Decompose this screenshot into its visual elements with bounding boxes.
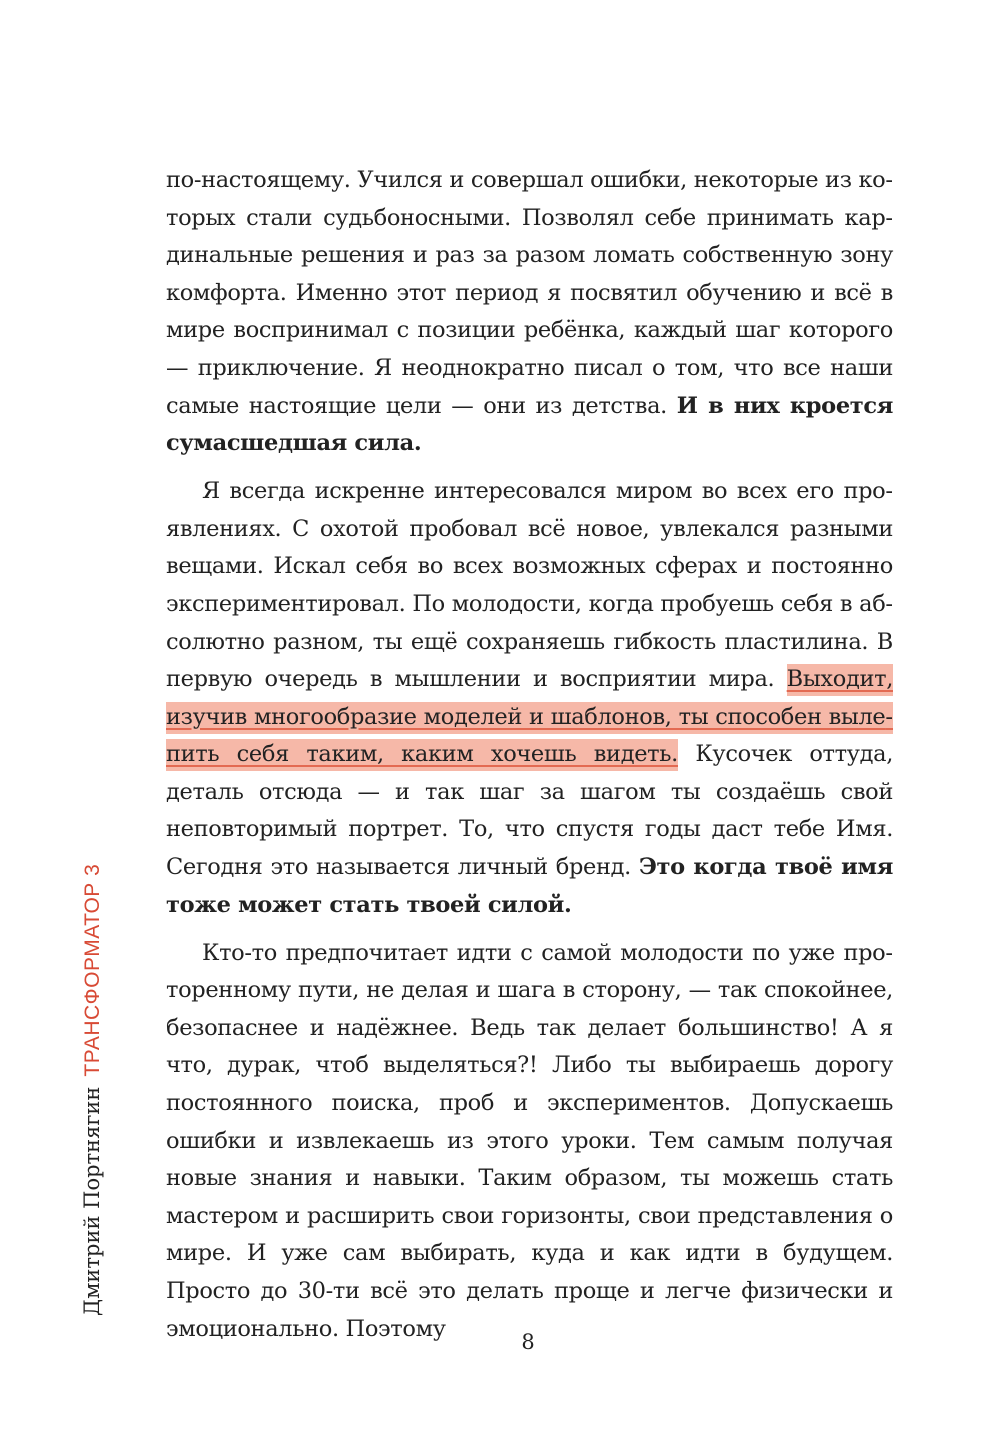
paragraph-2-text-before: Я всегда искренне интересовался миром во всех его проявлениях. С охотой пробовал всё новое, увлекался разными вещами. Искал себя во всех возможных сферах и постоянно экспериментировал. По молодости, когда пробуешь себя в абсолютно разном, ты ещё сохраняешь гибкость пластилина. В первую очередь в мышлении и восприятии мира. xyxy=(166,478,893,693)
paragraph-1 xyxy=(166,162,893,463)
paragraph-1-bold: И в них кроется сумасшедшая сила. xyxy=(166,392,893,457)
paragraph-3-text: Кто-то предпочитает идти с самой молодости по уже проторенному пути, не делая и шага в сторону, — так спокойнее, безопаснее и надёжнее. Ведь так делает большинство! А я что, дурак, чтоб выделяться?! Либо ты выбираешь дорогу постоянного поиска, проб и экспериментов. Допускаешь ошибки и извлекаешь из этого уроки. Тем самым получая новые знания и навыки. Таким образом, ты можешь стать мастером и расширить свои горизонты, свои представления о мире. И уже сам выбирать, куда и как идти в будущем. Просто до 30-ти всё это делать проще и легче физически и эмоционально. Поэтому xyxy=(166,939,893,1342)
paragraph-1-text: по-настоящему. Учился и совершал ошибки, некоторые из которых стали судьбоносными. Позволял себе принимать кардинальные решения и раз за разом ломать собственную зону комфорта. Именно этот период я посвятил обучению и всё в мире воспринимал с позиции ребёнка, каждый шаг которого — приключение. Я неоднократно писал о том, что все наши самые настоящие цели — они из детства. xyxy=(166,167,893,419)
paragraph-2 xyxy=(166,473,893,924)
page-body xyxy=(166,162,893,1359)
paragraph-2-text-after: Кусочек оттуда, деталь отсюда — и так шаг за шагом ты создаёшь свой неповторимый портрет. То, что спустя годы даст тебе Имя. Сегодня это называется личный бренд. xyxy=(166,741,894,881)
paragraph-3 xyxy=(166,935,893,1349)
paragraph-2-bold: Это когда твоё имя тоже может стать твоей силой. xyxy=(166,854,893,918)
running-header xyxy=(79,864,106,1316)
page-number: 8 xyxy=(521,1330,535,1354)
highlighted-passage: Выходит, изучив многообразие моделей и шаблонов, ты способен вылепить себя таким, каким хочешь видеть. xyxy=(166,664,893,771)
book-title: ТРАНСФОРМАТОР 3 xyxy=(81,863,104,1077)
author-name: Дмитрий Портнягин xyxy=(80,1086,104,1316)
